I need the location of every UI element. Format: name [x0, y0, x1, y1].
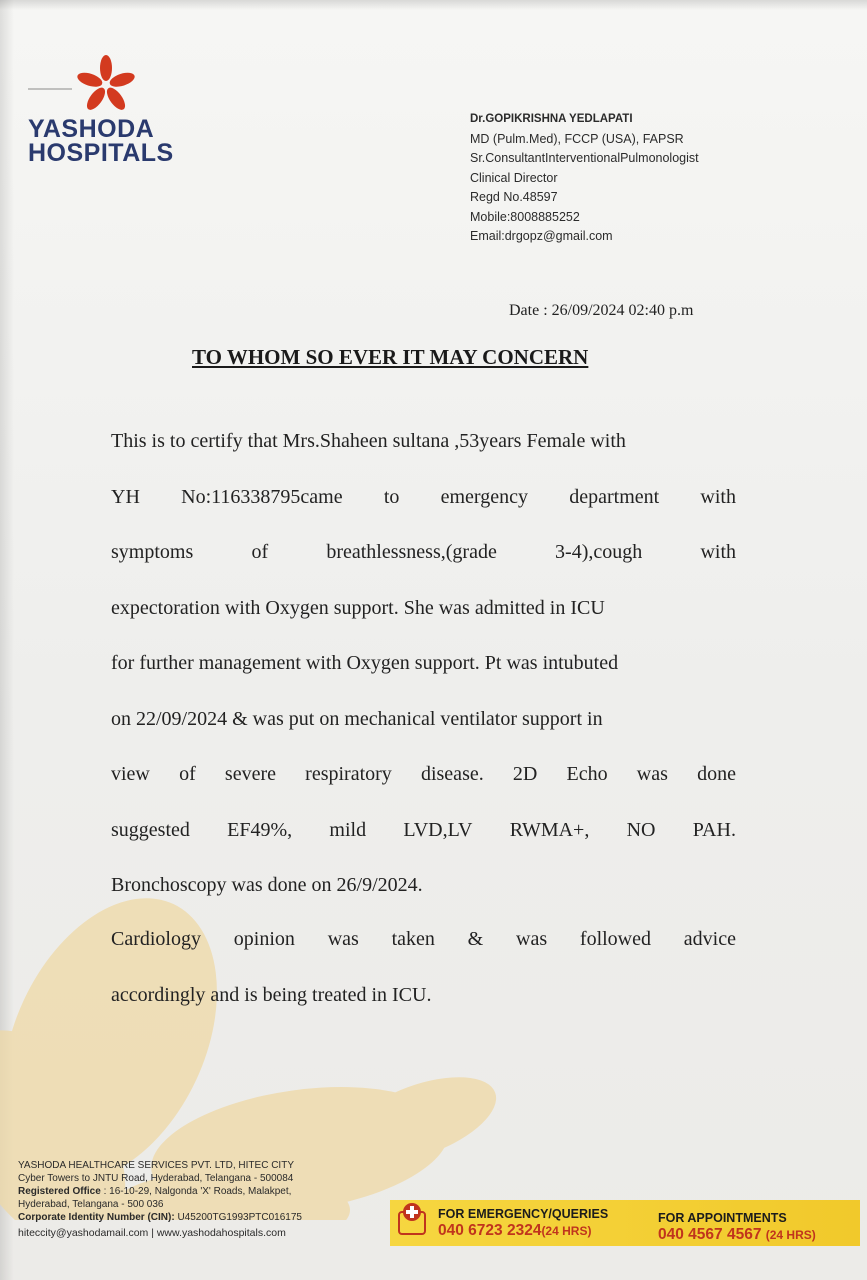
- footer-registered-office: [18, 1185, 302, 1198]
- doctor-qualifications: MD (Pulm.Med), FCCP (USA), FAPSR: [470, 131, 684, 146]
- doctor-name: Dr.GOPIKRISHNA YEDLAPATI: [470, 113, 633, 125]
- body-word: severe: [224, 763, 276, 785]
- appointments-number-value: 040 4567 4567: [658, 1226, 762, 1243]
- footer-company: YASHODA HEALTHCARE SERVICES PVT. LTD, HITEC CITY: [18, 1160, 294, 1171]
- footer-registered-label: Registered Office: [18, 1186, 101, 1197]
- logo-text-yashoda: YASHODA: [28, 115, 155, 143]
- body-word: was: [516, 928, 548, 950]
- body-text-line: Bronchoscopy was done on 26/9/2024.: [111, 874, 423, 896]
- footer-cin: [18, 1211, 302, 1224]
- body-word: of: [251, 541, 269, 563]
- footer-address-line1: Cyber Towers to JNTU Road, Hyderabad, Telangana - 500084: [18, 1173, 294, 1184]
- body-text-line: expectoration with Oxygen support. She was admitted in ICU: [111, 596, 605, 619]
- body-word: EF49%,: [227, 818, 293, 841]
- body-text-line: [111, 819, 736, 842]
- appointments-hours: (24 HRS): [765, 1228, 816, 1242]
- footer-cin-label: Corporate Identity Number (CIN):: [18, 1212, 175, 1223]
- doctor-designation: Sr.ConsultantInterventionalPulmonologist: [470, 151, 699, 165]
- body-word: YH: [111, 485, 140, 508]
- body-word: mild: [329, 818, 367, 841]
- appointments-title: FOR APPOINTMENTS: [658, 1211, 787, 1225]
- body-text-line: [111, 486, 736, 509]
- body-word: to: [383, 485, 400, 508]
- doctor-details: [470, 110, 850, 247]
- body-text-line: This is to certify that Mrs.Shaheen sultana ,53years Female with: [111, 430, 626, 452]
- appointments-number[interactable]: [658, 1226, 816, 1244]
- body-word: taken: [391, 928, 435, 950]
- body-word: suggested: [111, 818, 190, 841]
- body-word: Echo: [566, 763, 608, 785]
- footer-contact: hiteccity@yashodamail.com | www.yashodahospitals.com: [18, 1227, 286, 1239]
- body-text-line: [111, 763, 736, 786]
- body-text-line: accordingly and is being treated in ICU.: [111, 983, 432, 1006]
- emergency-title: FOR EMERGENCY/QUERIES: [438, 1207, 609, 1221]
- helpline-bar: [390, 1200, 860, 1246]
- emergency-number-value: 040 6723 2324: [438, 1222, 542, 1239]
- body-word: NO: [626, 818, 656, 841]
- body-word: 2D: [512, 763, 538, 785]
- body-word: emergency: [440, 485, 528, 508]
- body-word: No:116338795came: [181, 485, 343, 508]
- body-word: breathlessness,(grade: [326, 541, 497, 563]
- body-word: was: [636, 763, 668, 785]
- flower-logo-icon: [28, 55, 148, 117]
- body-word: department: [569, 485, 660, 508]
- doctor-regd: Regd No.48597: [470, 190, 558, 204]
- body-word: Cardiology: [111, 928, 201, 950]
- letter-heading: TO WHOM SO EVER IT MAY CONCERN: [192, 345, 589, 369]
- body-word: with: [700, 541, 736, 563]
- body-word: followed: [579, 928, 651, 950]
- first-aid-icon: [398, 1202, 426, 1238]
- body-text-line: on 22/09/2024 & was put on mechanical ventilator support in: [111, 707, 603, 730]
- body-word: &: [467, 928, 484, 950]
- body-word: view: [111, 763, 150, 785]
- body-text-line: [111, 928, 736, 951]
- hospital-logo: [28, 55, 203, 170]
- body-word: respiratory: [305, 763, 392, 785]
- doctor-mobile: Mobile:8008885252: [470, 209, 580, 224]
- body-word: advice: [683, 928, 736, 950]
- logo-text-hospitals: HOSPITALS: [28, 139, 174, 167]
- body-word: was: [327, 928, 359, 950]
- footer-address: [18, 1159, 302, 1240]
- footer-registered-value: : 16-10-29, Nalgonda 'X' Roads, Malakpet,: [100, 1186, 292, 1197]
- body-word: of: [179, 763, 196, 785]
- body-text-line: for further management with Oxygen support. Pt was intubuted: [111, 652, 619, 674]
- body-word: done: [697, 763, 736, 785]
- doctor-email: Email:drgopz@gmail.com: [470, 229, 613, 243]
- emergency-hours: (24 HRS): [541, 1224, 592, 1238]
- letter-date: Date : 26/09/2024 02:40 p.m: [509, 302, 694, 319]
- body-word: symptoms: [111, 541, 194, 563]
- body-word: with: [700, 485, 736, 508]
- body-word: PAH.: [692, 818, 736, 841]
- body-word: disease.: [420, 763, 484, 785]
- footer-cin-value: U45200TG1993PTC016175: [174, 1212, 302, 1223]
- body-word: RWMA+,: [509, 818, 590, 841]
- footer-address-line2: Hyderabad, Telangana - 500 036: [18, 1199, 164, 1210]
- emergency-number[interactable]: [438, 1222, 591, 1240]
- body-word: 3-4),cough: [555, 541, 643, 563]
- body-text-line: [111, 541, 736, 564]
- doctor-role: Clinical Director: [470, 170, 558, 185]
- body-word: opinion: [233, 928, 295, 950]
- paper-shadow-top: [0, 0, 867, 10]
- body-word: LVD,LV: [403, 818, 473, 841]
